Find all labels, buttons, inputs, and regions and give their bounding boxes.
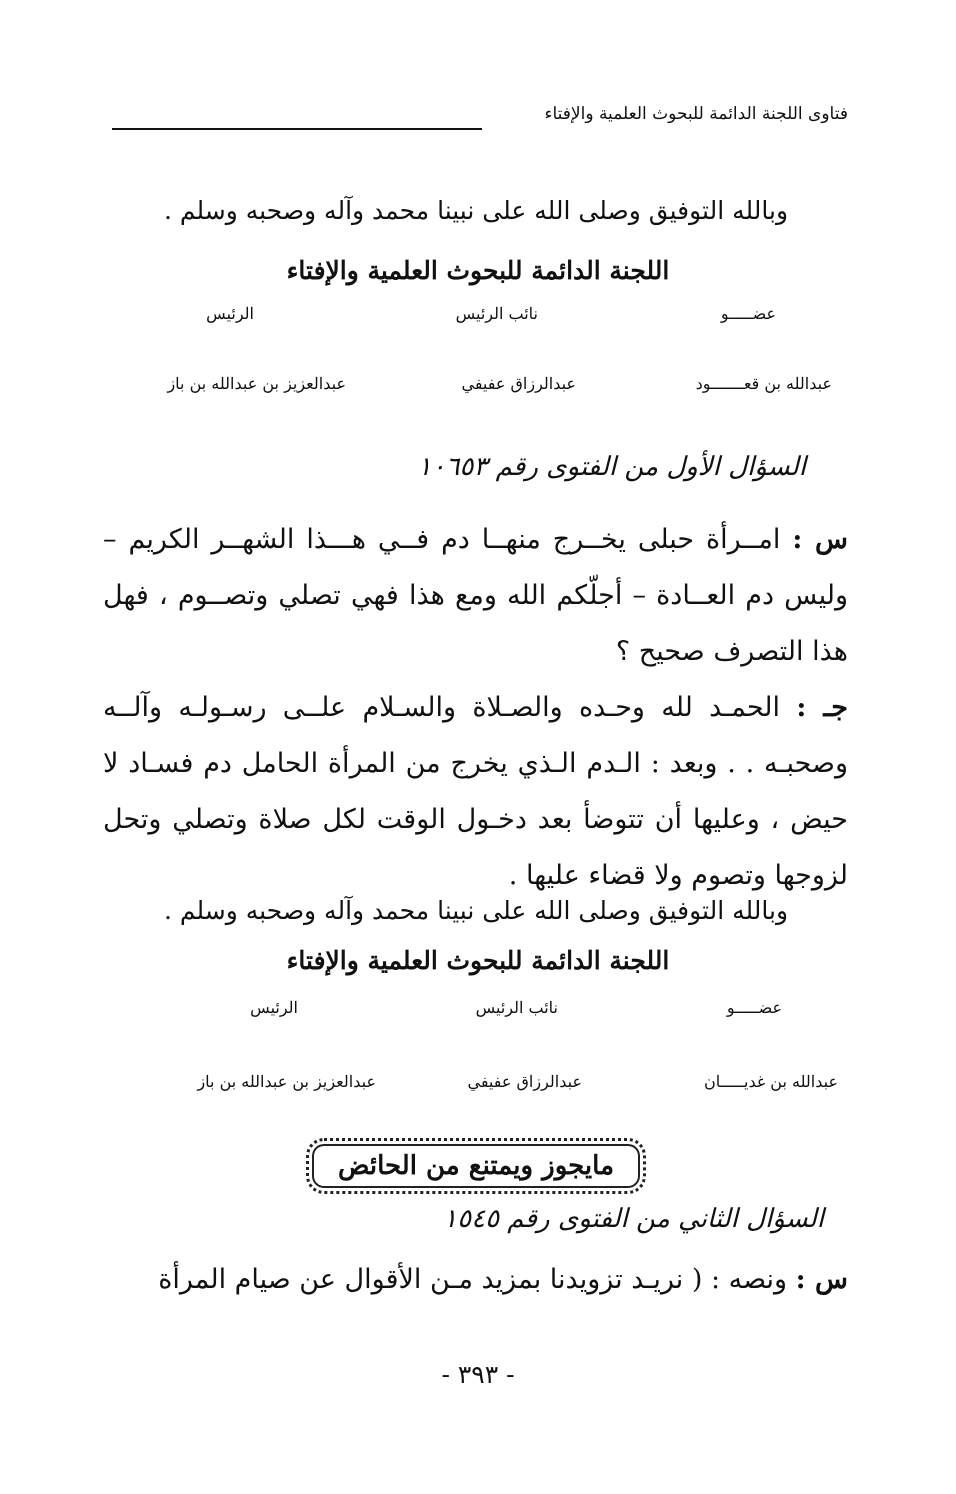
title-president: الرئيس bbox=[206, 304, 254, 323]
question-heading: السؤال الثاني من الفتوى رقم ١٥٤٥ bbox=[443, 1204, 824, 1234]
question-heading: السؤال الأول من الفتوى رقم ١٠٦٥٣ bbox=[417, 452, 806, 482]
closing-formula: وبالله التوفيق وصلى الله على نبينا محمد وآله وصحبه وسلم . bbox=[163, 896, 789, 925]
name-deputy: عبدالرزاق عفيفي bbox=[467, 1072, 582, 1091]
question-text: امــرأة حبلى يخــرج منهــا دم فــي هـــذا الشهــر الكريم – وليس دم العــادة – أجلّكم الله ومع هذا فهي تصلي وتصــوم ، فهل هذا التصرف صحيح ؟ bbox=[103, 524, 848, 667]
title-president: الرئيس bbox=[250, 998, 298, 1017]
header-rule bbox=[112, 128, 482, 130]
closing-formula: وبالله التوفيق وصلى الله على نبينا محمد وآله وصحبه وسلم . bbox=[163, 196, 789, 225]
answer-paragraph bbox=[103, 680, 848, 904]
question-marker: س : bbox=[795, 1264, 848, 1295]
question-paragraph bbox=[103, 1252, 848, 1308]
name-member: عبدالله بن قعـــــــود bbox=[695, 374, 832, 393]
answer-text: الحمـد لله وحـده والصـلاة والسـلام علــى رسـولـه وآلــه وصحبـه . . وبعد : الـدم الـذي يخرج من المرأة الحامل دم فسـاد لا حيض ، وعليها أن تتوضأ بعد دخـول الوقت لكل صلاة وتصلي وتحل لزوجها وتصوم ولا قضاء عليها . bbox=[103, 692, 848, 891]
committee-name: اللجنة الدائمة للبحوث العلمية والإفتاء bbox=[286, 256, 670, 285]
page-number: - ٣٩٣ - bbox=[441, 1360, 515, 1389]
question-text: ونصه : ( نريـد تزويدنا بمزيد مـن الأقوال عن صيام المرأة bbox=[158, 1264, 788, 1295]
name-deputy: عبدالرزاق عفيفي bbox=[461, 374, 576, 393]
question-paragraph bbox=[103, 512, 848, 680]
section-title: مايجوز ويمتنع من الحائض bbox=[337, 1151, 615, 1181]
answer-marker: جـ : bbox=[796, 692, 848, 723]
name-president: عبدالعزيز بن عبدالله بن باز bbox=[197, 1072, 376, 1091]
section-title-box bbox=[306, 1138, 646, 1194]
running-head: فتاوى اللجنة الدائمة للبحوث العلمية والإفتاء bbox=[544, 104, 848, 124]
title-member: عضـــــو bbox=[726, 998, 782, 1017]
name-member: عبدالله بن غديـــــان bbox=[703, 1072, 838, 1091]
name-president: عبدالعزيز بن عبدالله بن باز bbox=[167, 374, 346, 393]
title-member: عضـــــو bbox=[720, 304, 776, 323]
question-marker: س : bbox=[792, 524, 849, 555]
committee-name: اللجنة الدائمة للبحوث العلمية والإفتاء bbox=[286, 946, 670, 975]
title-deputy: نائب الرئيس bbox=[475, 998, 558, 1017]
title-deputy: نائب الرئيس bbox=[455, 304, 538, 323]
